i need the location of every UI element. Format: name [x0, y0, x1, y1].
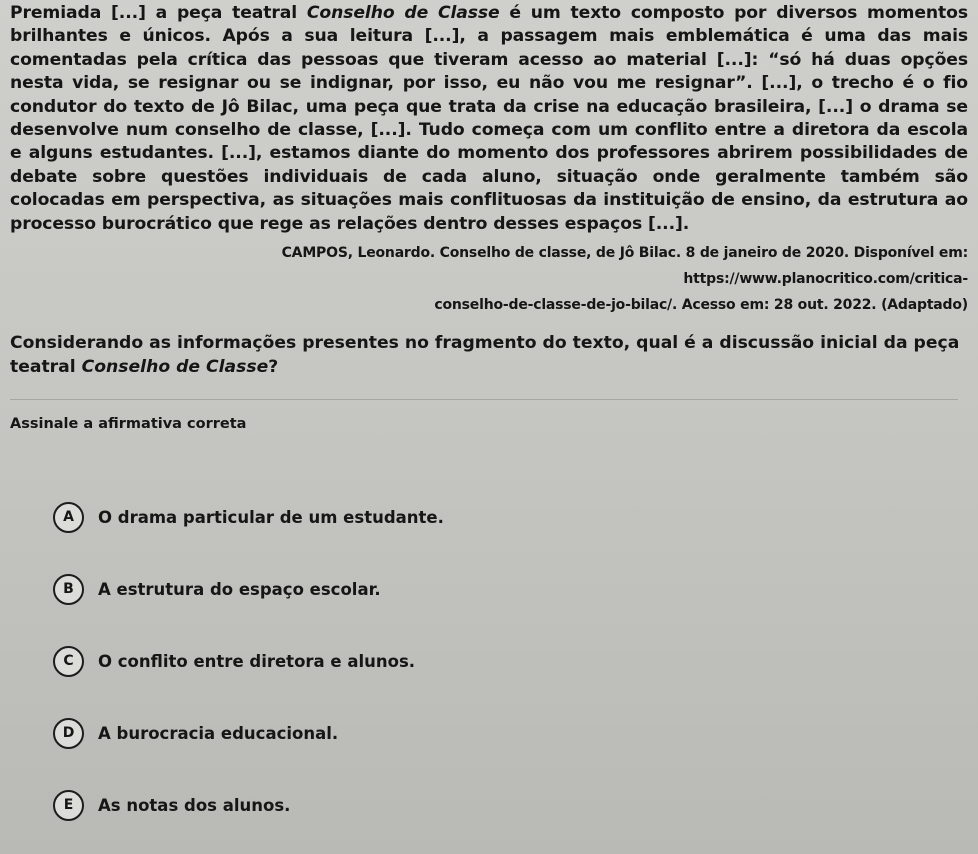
- option-d-badge[interactable]: D: [53, 718, 84, 749]
- citation-line-2: conselho-de-classe-de-jo-bilac/. Acesso em: 28 out. 2022. (Adaptado): [434, 297, 968, 314]
- passage-part-1: Premiada [...] a peça teatral: [10, 3, 307, 23]
- option-e-text: As notas dos alunos.: [98, 795, 291, 815]
- option-c-badge[interactable]: C: [53, 646, 84, 677]
- option-a[interactable]: [53, 481, 444, 553]
- passage-part-2: é um texto composto por diversos momentos brilhantes e únicos. Após a sua leitura [...], a passagem mais emblemática é uma das mais comentadas pela crítica das pessoas que tiveram acesso ao material [...]: “só há duas opções nesta vida, se resignar ou se indignar, por isso, eu não vou me resignar”. [...], o trecho é o fio condutor do texto de Jô Bilac, uma peça que trata da crise na educação brasileira, [...] o drama se desenvolve num conselho de classe, [...]. Tudo começa com um conflito entre a diretora da escola e alguns estudantes. [...], estamos diante do momento dos professores abrirem possibilidades de debate sobre questões individuais de cada aluno, situação onde geralmente também são colocadas em perspectiva, as situações mais conflituosas da instituição de ensino, da estrutura ao processo burocrático que rege as relações dentro desses espaços [...].: [10, 3, 968, 234]
- question-play-title: Conselho de Classe: [81, 357, 269, 378]
- citation-line-1: CAMPOS, Leonardo. Conselho de classe, de Jô Bilac. 8 de janeiro de 2020. Disponível em: https://www.planocritico.com/critica-: [281, 245, 968, 288]
- citation: [10, 240, 968, 318]
- instruction-label: Assinale a afirmativa correta: [10, 416, 247, 433]
- option-a-badge[interactable]: A: [53, 502, 84, 533]
- divider: [10, 399, 958, 400]
- passage-text: [10, 2, 968, 236]
- option-c-text: O conflito entre diretora e alunos.: [98, 651, 416, 671]
- option-e-badge[interactable]: E: [53, 790, 84, 821]
- question-text: [10, 331, 968, 379]
- option-d[interactable]: [53, 697, 444, 769]
- question-part-1: Considerando as informações presentes no fragmento do texto, qual é a discussão inicial da peça teatral: [10, 333, 960, 378]
- question-part-2: ?: [268, 357, 279, 378]
- option-e[interactable]: [53, 769, 444, 841]
- play-title: Conselho de Classe: [306, 3, 500, 23]
- answer-options: [53, 481, 444, 841]
- option-c[interactable]: [53, 625, 444, 697]
- option-d-text: A burocracia educacional.: [98, 723, 339, 743]
- option-b[interactable]: [53, 553, 444, 625]
- option-b-text: A estrutura do espaço escolar.: [98, 579, 381, 599]
- option-b-badge[interactable]: B: [53, 574, 84, 605]
- option-a-text: O drama particular de um estudante.: [98, 507, 444, 527]
